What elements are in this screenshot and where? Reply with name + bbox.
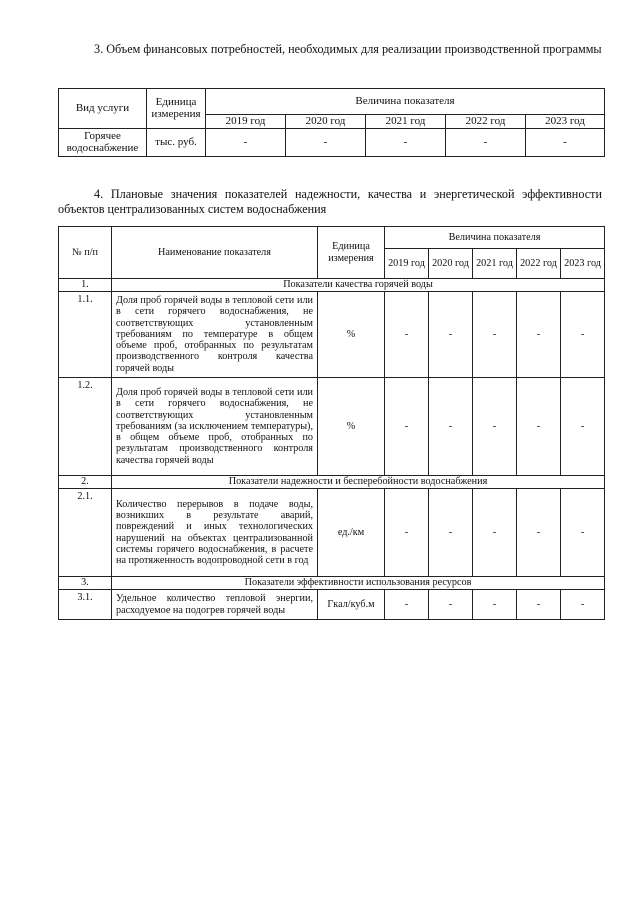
value-cell: - <box>366 129 446 157</box>
section-num: 3. <box>59 577 112 590</box>
col-header-value: Величина показателя <box>206 89 605 115</box>
value-cell: - <box>385 378 429 476</box>
value-cell: - <box>473 590 517 620</box>
section-row <box>59 279 605 292</box>
year-header: 2020 год <box>286 115 366 129</box>
year-header: 2022 год <box>517 249 561 279</box>
year-header: 2021 год <box>366 115 446 129</box>
value-cell: - <box>286 129 366 157</box>
service-cell: Горячее водоснабжение <box>59 129 147 157</box>
value-cell: - <box>429 489 473 577</box>
section-row <box>59 577 605 590</box>
financial-needs-table <box>58 88 605 157</box>
section-num: 2. <box>59 476 112 489</box>
value-cell: - <box>385 489 429 577</box>
value-cell: - <box>561 378 605 476</box>
unit-cell: Гкал/куб.м <box>318 590 385 620</box>
section-3-heading: 3. Объем финансовых потребностей, необходимых для реализации производственной программы <box>94 42 602 56</box>
row-num: 3.1. <box>59 590 112 620</box>
value-cell: - <box>429 590 473 620</box>
col-header-service: Вид услуги <box>59 89 147 129</box>
col-header-unit: Единица измерения <box>318 227 385 279</box>
section-title: Показатели эффективности использования ресурсов <box>112 577 605 590</box>
row-num: 2.1. <box>59 489 112 577</box>
value-cell: - <box>473 489 517 577</box>
value-cell: - <box>526 129 605 157</box>
year-header: 2023 год <box>526 115 605 129</box>
value-cell: - <box>517 378 561 476</box>
section-num: 1. <box>59 279 112 292</box>
value-cell: - <box>473 292 517 378</box>
indicator-name: Удельное количество тепловой энергии, расходуемое на подогрев горячей воды <box>112 590 318 620</box>
section-4-heading: 4. Плановые значения показателей надежности, качества и энергетической эффективности объектов централизованных систем водоснабжения <box>58 187 602 216</box>
col-header-num: № п/п <box>59 227 112 279</box>
indicators-table <box>58 226 605 620</box>
value-cell: - <box>446 129 526 157</box>
col-header-name: Наименование показателя <box>112 227 318 279</box>
value-cell: - <box>517 489 561 577</box>
year-header: 2019 год <box>385 249 429 279</box>
value-cell: - <box>385 590 429 620</box>
year-header: 2022 год <box>446 115 526 129</box>
indicator-name: Доля проб горячей воды в тепловой сети или в сети горячего водоснабжения, не соответствующих установленным требованиям (за исключением температуры), в общем объеме проб, отобранных по результатам производственного контроля качества горячей воды <box>112 378 318 476</box>
col-header-value: Величина показателя <box>385 227 605 249</box>
table-row <box>59 292 605 378</box>
section-title: Показатели надежности и бесперебойности водоснабжения <box>112 476 605 489</box>
unit-cell: ед./км <box>318 489 385 577</box>
indicator-name: Количество перерывов в подаче воды, возникших в результате аварий, повреждений и иных технологических нарушений на объектах централизованной системы горячего водоснабжения, в расчете на протяженность водопроводной сети в год <box>112 489 318 577</box>
value-cell: - <box>517 292 561 378</box>
year-header: 2019 год <box>206 115 286 129</box>
unit-cell: % <box>318 378 385 476</box>
year-header: 2021 год <box>473 249 517 279</box>
section-row <box>59 476 605 489</box>
unit-cell: тыс. руб. <box>147 129 206 157</box>
value-cell: - <box>561 590 605 620</box>
value-cell: - <box>561 292 605 378</box>
table-row <box>59 590 605 620</box>
table-row <box>59 378 605 476</box>
unit-cell: % <box>318 292 385 378</box>
value-cell: - <box>385 292 429 378</box>
section-title: Показатели качества горячей воды <box>112 279 605 292</box>
year-header: 2023 год <box>561 249 605 279</box>
value-cell: - <box>473 378 517 476</box>
table-row <box>59 489 605 577</box>
col-header-unit: Единица измерения <box>147 89 206 129</box>
year-header: 2020 год <box>429 249 473 279</box>
indicator-name: Доля проб горячей воды в тепловой сети или в сети горячего водоснабжения, не соответствующих установленным требованиям по температуре в общем объеме проб, отобранных по результатам производственного контроля качества горячей воды <box>112 292 318 378</box>
value-cell: - <box>429 378 473 476</box>
value-cell: - <box>429 292 473 378</box>
row-num: 1.1. <box>59 292 112 378</box>
value-cell: - <box>517 590 561 620</box>
row-num: 1.2. <box>59 378 112 476</box>
value-cell: - <box>561 489 605 577</box>
value-cell: - <box>206 129 286 157</box>
table-row <box>59 129 605 157</box>
